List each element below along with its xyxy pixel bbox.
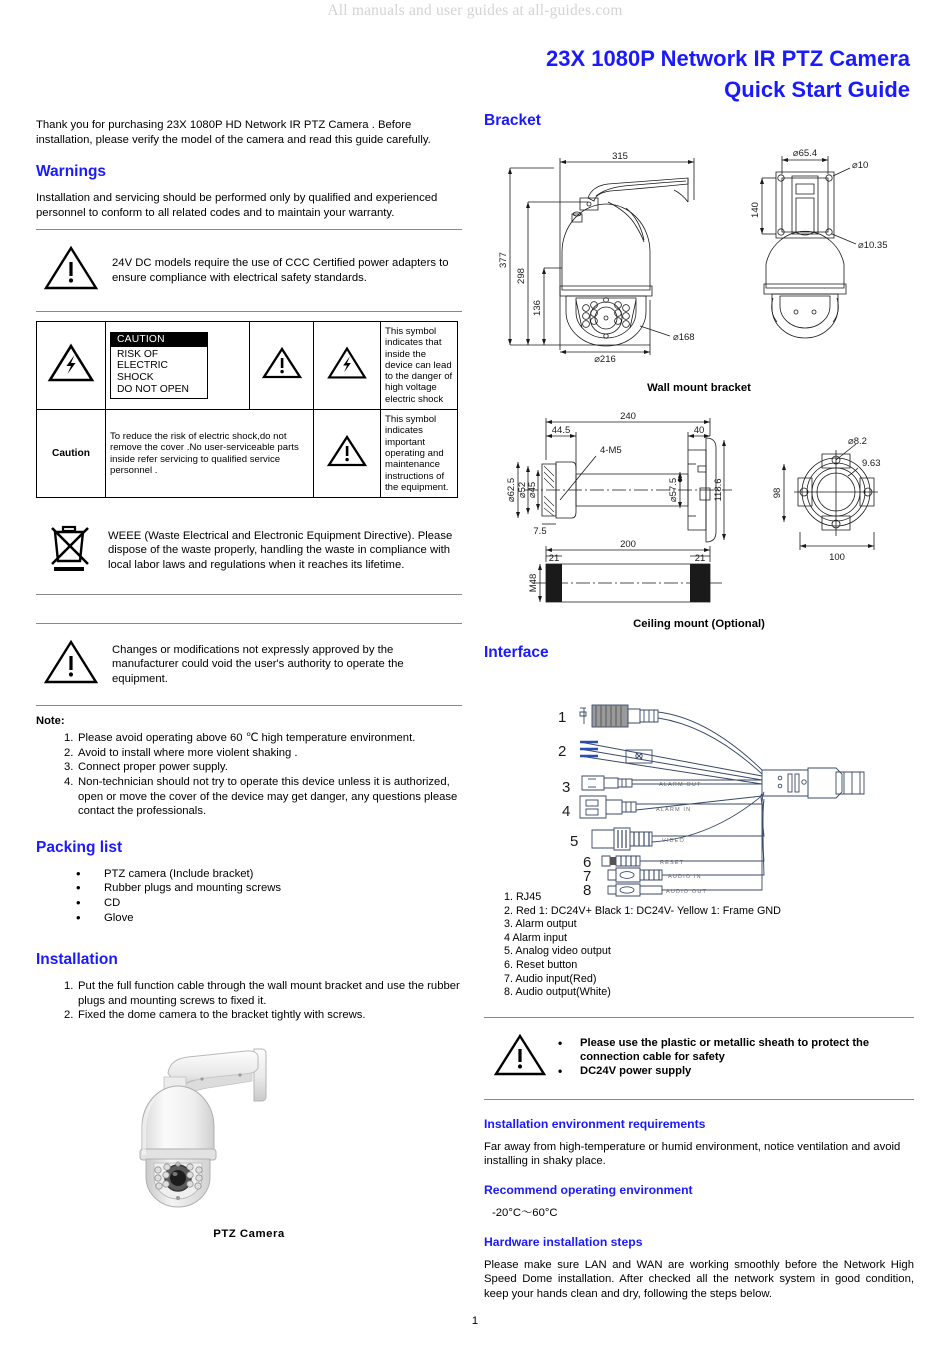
divider — [36, 311, 462, 312]
cable-label-alarm-in: ALARM IN — [656, 807, 692, 813]
list-text: Please use the plastic or metallic sheath to protect the connection cable for safety — [580, 1036, 870, 1064]
installation-heading: Installation — [36, 951, 118, 969]
dim-118-6: 118.6 — [713, 478, 724, 502]
list-item — [36, 746, 462, 761]
bracket-heading: Bracket — [484, 112, 541, 129]
dim-140: 140 — [750, 202, 761, 218]
dim-dia-216: ⌀216 — [594, 354, 616, 365]
changes-row — [36, 633, 462, 696]
dim-136: 136 — [532, 300, 543, 316]
list-item — [36, 1008, 462, 1023]
warnings-paragraph: Installation and servicing should be performed only by qualified and experienced personnel to conform to all related codes and to maintain your warranty. — [36, 192, 438, 219]
left-column — [36, 118, 462, 1240]
callout-number-5: 5 — [570, 833, 579, 850]
installation-list — [36, 979, 462, 1023]
dim-dia-10: ⌀10 — [852, 160, 869, 171]
legend-item: 5. Analog video output — [504, 945, 611, 958]
exclamation-triangle-icon — [262, 346, 302, 380]
interface-heading: Interface — [484, 644, 549, 661]
list-text: Fixed the dome camera to the bracket tightly with screws. — [78, 1009, 366, 1022]
list-text: Put the full function cable through the wall mount bracket and use the rubber plugs and mounting screws to fixed it. — [78, 980, 460, 1007]
bullet-icon: • — [558, 1035, 563, 1050]
cable-label-audio-out: AUDIO OUT — [666, 889, 707, 895]
legend-item: 8. Audio output(White) — [504, 986, 611, 999]
divider — [36, 594, 462, 595]
list-marker: 1. — [64, 980, 74, 993]
list-item — [558, 1036, 914, 1064]
legend-item: 3. Alarm output — [504, 918, 577, 931]
wall-mount-bracket-drawing — [484, 140, 914, 380]
interface-legend — [484, 891, 914, 1000]
callout-number-3: 3 — [562, 779, 571, 796]
dim-200: 200 — [620, 539, 636, 550]
dim-dia-65-4: ⌀65.4 — [792, 148, 818, 159]
install-env-text: Far away from high-temperature or humid environment, notice ventilation and avoid installing in shaky place. — [484, 1140, 901, 1168]
warning-triangle-icon — [44, 245, 98, 296]
dim-7-5: 7.5 — [533, 526, 547, 537]
right-column — [484, 112, 914, 1301]
weee-text: WEEE (Waste Electrical and Electronic Equipment Directive). Please dispose of the waste properly, handling the waste in compliance with local labor laws and regulations when it reaches its lifetime. — [108, 529, 453, 571]
cable-label-reset: RESET — [660, 860, 685, 866]
divider — [36, 705, 462, 706]
title-line-2: Quick Start Guide — [724, 77, 910, 102]
dim-dia-62-5: ⌀62.5 — [506, 477, 517, 503]
warning-24v-row — [36, 239, 462, 302]
list-text: Non-technician should not try to operate this device unless it is authorized, open or move the cover of the device may get danger, any questions please contact the professionals. — [78, 775, 458, 818]
maint-symbol-description: This symbol indicates important operating and maintenance instructions of the equipment. — [381, 410, 458, 498]
bullet-icon: • — [558, 1064, 563, 1079]
dim-4-M5: 4-M5 — [600, 445, 622, 456]
wall-mount-caption: Wall mount bracket — [647, 382, 751, 394]
divider — [36, 229, 462, 230]
list-item — [36, 760, 462, 775]
ptz-camera-figure — [36, 1037, 462, 1240]
divider — [36, 623, 462, 624]
callout-number-6: 6 — [583, 854, 592, 871]
hardware-steps-heading: Hardware installation steps — [484, 1234, 643, 1249]
cable-label-alarm-out: ALARM OUT — [659, 782, 702, 788]
list-text: Glove — [104, 911, 134, 924]
list-marker: 4. — [64, 775, 74, 788]
dim-dia-52: ⌀52 — [517, 481, 528, 499]
list-item — [36, 896, 462, 911]
dim-40: 40 — [693, 425, 705, 436]
list-marker: 1. — [64, 732, 74, 745]
list-item — [36, 775, 462, 819]
caution-word-cell: Caution — [37, 410, 106, 498]
high-voltage-triangle-icon — [48, 343, 94, 383]
changes-text: Changes or modifications not expressly approved by the manufacturer could void the user's authority to operate the equipment. — [112, 643, 404, 685]
weee-bin-icon — [44, 522, 94, 579]
dim-dia-45: ⌀45 — [527, 481, 538, 499]
list-item — [36, 881, 462, 896]
watermark-text: All manuals and user guides at all-guides.com — [327, 2, 623, 19]
list-item — [36, 911, 462, 926]
warning-triangle-icon — [44, 639, 98, 690]
legend-item: 4 Alarm input — [504, 931, 568, 944]
dim-240: 240 — [620, 411, 636, 422]
bullet-icon: • — [76, 894, 81, 910]
list-text: CD — [104, 896, 121, 909]
maint-triangle-cell — [314, 410, 381, 498]
dim-9-63: 9.63 — [862, 458, 881, 469]
dim-377: 377 — [498, 252, 509, 268]
caution-badge-header: CAUTION — [111, 333, 207, 347]
callout-number-1: 1 — [558, 709, 567, 726]
document-title — [546, 44, 910, 106]
dim-298: 298 — [516, 268, 527, 284]
divider — [484, 1099, 914, 1100]
list-marker: 3. — [64, 761, 74, 774]
packing-list — [36, 867, 462, 925]
list-marker: 2. — [64, 746, 74, 759]
note-label: Note: — [36, 715, 65, 728]
list-text: Rubber plugs and mounting screws — [104, 882, 282, 895]
legend-item: 6. Reset button — [504, 958, 578, 971]
recommend-env-heading: Recommend operating environment — [484, 1182, 693, 1197]
high-voltage-triangle-icon — [327, 346, 367, 380]
ptz-camera-caption: PTZ Camera — [213, 1227, 285, 1240]
caution-badge-line-3: SHOCK — [117, 372, 154, 384]
dim-44-5: 44.5 — [551, 425, 571, 436]
packing-list-heading: Packing list — [36, 838, 123, 856]
caution-badge-line-1: RISK OF — [117, 348, 159, 360]
list-item — [36, 731, 462, 746]
exclamation-triangle-cell — [250, 322, 314, 410]
callout-number-2: 2 — [558, 743, 567, 760]
caution-badge-cell — [106, 322, 250, 410]
legend-item: 1. RJ45 — [504, 891, 542, 903]
warning-24v-text: 24V DC models require the use of CCC Certified power adapters to ensure compliance with electrical safety standards. — [112, 257, 449, 284]
hv-triangle-cell — [37, 322, 106, 410]
bullet-icon: • — [76, 909, 81, 925]
caution-badge-line-4: DO NOT OPEN — [117, 383, 189, 395]
cable-label-video: VIDEO — [662, 838, 685, 844]
callout-number-4: 4 — [562, 803, 571, 820]
table-row — [37, 410, 458, 498]
dim-315: 315 — [612, 151, 628, 162]
exclamation-triangle-icon — [327, 434, 367, 468]
dim-dia-10-35: ⌀10.35 — [858, 240, 888, 251]
page-number: 1 — [471, 1315, 479, 1327]
hv-symbol-description: This symbol indicates that inside the device can lead to the danger of high voltage electric shock — [381, 322, 458, 410]
safety-callout — [484, 1027, 914, 1090]
safety-callout-list — [558, 1036, 914, 1079]
weee-row — [36, 516, 462, 585]
list-item — [36, 979, 462, 1008]
hv-triangle-cell-2 — [314, 322, 381, 410]
list-marker: 2. — [64, 1009, 74, 1022]
title-line-1: 23X 1080P Network IR PTZ Camera — [546, 46, 910, 71]
ceiling-mount-caption: Ceiling mount (Optional) — [633, 618, 765, 630]
list-item — [36, 867, 462, 882]
dim-21-a: 21 — [548, 553, 560, 564]
dim-98: 98 — [772, 487, 783, 499]
dim-M48: M48 — [528, 573, 539, 593]
bullet-icon: • — [76, 865, 81, 881]
bullet-icon: • — [76, 880, 81, 896]
dim-dia-168: ⌀168 — [673, 332, 695, 343]
install-env-heading: Installation environment requirements — [484, 1116, 706, 1131]
callout-number-8: 8 — [583, 882, 592, 899]
dim-21-b: 21 — [694, 553, 706, 564]
hardware-steps-text: Please make sure LAN and WAN are working smoothly before the Network High Speed Dome installation. After checked all the network system in good condition, keep your hands clean and dry, following the steps below. — [484, 1258, 914, 1300]
intro-paragraph: Thank you for purchasing 23X 1080P HD Network IR PTZ Camera . Before installation, please verify the model of the camera and read this guide carefully. — [36, 119, 431, 146]
divider — [484, 1017, 914, 1018]
list-text: Please avoid operating above 60 ℃ high temperature environment. — [78, 732, 416, 745]
warning-triangle-icon — [494, 1033, 546, 1082]
list-text: PTZ camera (Include bracket) — [104, 867, 254, 880]
dim-100: 100 — [829, 552, 845, 563]
note-list — [36, 731, 462, 819]
caution-paragraph-cell: To reduce the risk of electric shock,do not remove the cover .No user-serviceable parts inside refer servicing to qualified service personnel . — [106, 410, 314, 498]
caution-table — [36, 321, 458, 498]
dim-dia-8-2: ⌀8.2 — [848, 436, 867, 447]
list-text: Connect proper power supply. — [78, 761, 228, 774]
legend-item: 7. Audio input(Red) — [504, 972, 597, 985]
list-text: Avoid to install where more violent shaking . — [78, 746, 298, 759]
ptz-camera-photo — [134, 1037, 364, 1222]
warnings-heading: Warnings — [36, 163, 107, 180]
list-text: DC24V power supply — [580, 1065, 692, 1078]
caution-badge — [110, 332, 208, 399]
table-row — [37, 322, 458, 410]
callout-number-7: 7 — [583, 868, 592, 885]
ceiling-mount-drawing — [484, 404, 914, 616]
caution-badge-line-2: ELECTRIC — [117, 360, 168, 372]
legend-item: 2. Red 1: DC24V+ Black 1: DC24V- Yellow 1: Frame GND — [504, 904, 781, 917]
list-item — [558, 1064, 914, 1078]
recommend-env-text: -20°C～60°C — [492, 1206, 558, 1219]
cable-label-audio-in: AUDIO IN — [668, 874, 702, 880]
dim-dia-57-5: ⌀57.5 — [668, 477, 679, 503]
